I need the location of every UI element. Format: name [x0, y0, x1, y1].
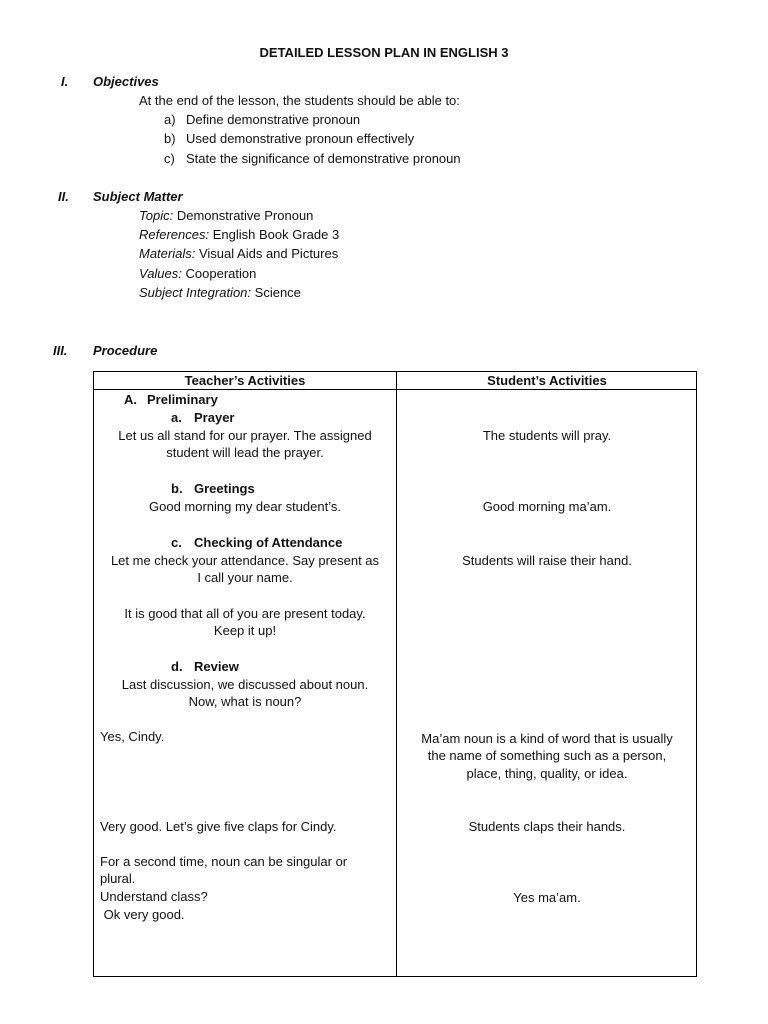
preliminary-heading: Preliminary — [147, 392, 218, 407]
second-teacher-line: For a second time, noun can be singular or — [100, 854, 348, 869]
preliminary-letter: A. — [124, 392, 137, 407]
student-column-header: Student’s Activities — [487, 373, 607, 388]
prayer-letter: a. — [171, 410, 182, 425]
materials-label: Materials: — [139, 246, 196, 261]
attendance-student-line: Students will raise their hand. — [462, 553, 632, 568]
procedure-table — [93, 371, 697, 977]
objective-letter: b) — [164, 131, 176, 146]
attendance-letter: c. — [171, 535, 182, 550]
prayer-teacher-line: student will lead the prayer. — [166, 445, 324, 460]
review-letter: d. — [171, 659, 183, 674]
review-teacher-line: Now, what is noun? — [188, 694, 302, 709]
integration-label: Subject Integration: — [139, 285, 252, 300]
references-value: English Book Grade 3 — [212, 227, 340, 242]
topic-label: Topic: — [139, 208, 174, 223]
section-heading-objectives: Objectives — [93, 74, 159, 89]
cindy-student-line: the name of something such as a person, — [427, 748, 667, 763]
materials-value: Visual Aids and Pictures — [198, 246, 339, 261]
cindy-student-line: place, thing, quality, or idea. — [466, 766, 628, 781]
subject-values — [139, 266, 256, 281]
objectives-intro: At the end of the lesson, the students should be able to: — [139, 93, 460, 108]
greetings-heading: Greetings — [194, 481, 255, 496]
attendance-heading: Checking of Attendance — [194, 535, 343, 550]
review-teacher-line: Last discussion, we discussed about noun. — [121, 677, 369, 692]
integration-value: Science — [254, 285, 301, 300]
values-value: Cooperation — [185, 266, 257, 281]
section-number-objectives: I. — [61, 74, 69, 89]
objective-item: Used demonstrative pronoun effectively — [186, 131, 415, 146]
second-student-line: Yes ma’am. — [513, 890, 581, 905]
objective-letter: c) — [164, 151, 175, 166]
claps-teacher-line: Very good. Let’s give five claps for Cindy. — [100, 819, 337, 834]
attendance-teacher-line: I call your name. — [197, 570, 293, 585]
header-divider — [94, 389, 696, 390]
greetings-letter: b. — [171, 481, 183, 496]
second-teacher-line: plural. — [100, 871, 136, 886]
section-number-procedure: III. — [53, 343, 68, 358]
column-divider — [396, 372, 397, 976]
attendance-teacher-line: Let me check your attendance. Say present as — [110, 553, 380, 568]
values-label: Values: — [139, 266, 182, 281]
prayer-heading: Prayer — [194, 410, 235, 425]
present-teacher-line: Keep it up! — [213, 623, 277, 638]
subject-topic — [139, 208, 313, 223]
prayer-teacher-line: Let us all stand for our prayer. The assigned — [118, 428, 372, 443]
review-heading: Review — [194, 659, 239, 674]
subject-references — [139, 227, 339, 242]
objective-letter: a) — [164, 112, 176, 127]
second-teacher-line: Understand class? — [100, 889, 208, 904]
prayer-student-line: The students will pray. — [482, 428, 612, 443]
cindy-teacher-line: Yes, Cindy. — [100, 729, 165, 744]
present-teacher-line: It is good that all of you are present today. — [124, 606, 366, 621]
topic-value: Demonstrative Pronoun — [176, 208, 314, 223]
document-title: DETAILED LESSON PLAN IN ENGLISH 3 — [259, 45, 509, 60]
references-label: References: — [139, 227, 210, 242]
teacher-column-header: Teacher’s Activities — [184, 373, 306, 388]
section-heading-subject-matter: Subject Matter — [93, 189, 183, 204]
section-heading-procedure: Procedure — [93, 343, 158, 358]
subject-integration — [139, 285, 301, 300]
objective-item: Define demonstrative pronoun — [186, 112, 361, 127]
greetings-student-line: Good morning ma’am. — [482, 499, 612, 514]
claps-student-line: Students claps their hands. — [468, 819, 626, 834]
section-number-subject-matter: II. — [58, 189, 69, 204]
subject-materials — [139, 246, 338, 261]
greetings-teacher-line: Good morning my dear student’s. — [149, 499, 341, 514]
second-teacher-line: Ok very good. — [100, 907, 185, 922]
cindy-student-line: Ma’am noun is a kind of word that is usually — [421, 731, 673, 746]
objective-item: State the significance of demonstrative pronoun — [186, 151, 461, 166]
